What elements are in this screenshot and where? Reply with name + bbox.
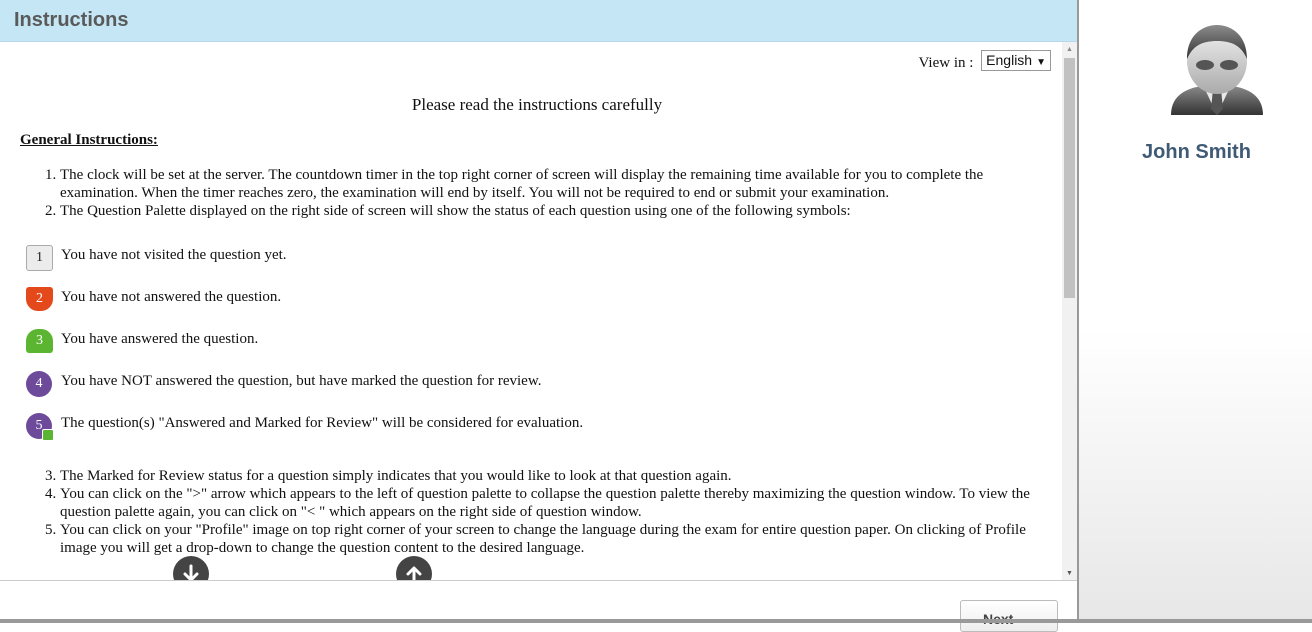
legend-number: 5 (35, 418, 43, 433)
avatar[interactable] (1165, 19, 1269, 123)
answered-badge-icon (42, 429, 54, 441)
header-title: Instructions (14, 9, 129, 31)
instruction-item: 2. The Question Palette displayed on the right side of screen will show the status of each question using one of the following symbols: (60, 202, 1050, 220)
general-instructions-heading: General Instructions: (20, 132, 158, 148)
profile-panel (1077, 0, 1312, 623)
content-scrollbar[interactable] (1062, 42, 1077, 580)
instruction-item: 3. The Marked for Review status for a question simply indicates that you would like to look at that question again. (60, 467, 1050, 485)
instructions-list-b (60, 467, 1050, 557)
answered-icon: 3 (26, 329, 53, 353)
instructions-content (0, 42, 1062, 580)
language-selected: English (986, 52, 1033, 68)
marked-for-review-icon: 4 (26, 371, 52, 397)
instructions-footer (0, 580, 1077, 624)
legend-text: You have NOT answered the question, but have marked the question for review. (61, 373, 542, 389)
instructions-list-a (60, 166, 1050, 220)
user-avatar-icon (1165, 19, 1269, 123)
legend-text: You have not answered the question. (61, 289, 282, 305)
view-in-label: View in : (918, 55, 974, 71)
scrollbar-down-arrow-icon[interactable]: ▼ (1066, 569, 1073, 577)
legend-text: You have answered the question. (61, 331, 259, 347)
scrollbar-up-arrow-icon[interactable]: ▲ (1066, 45, 1073, 53)
instruction-item: 1. The clock will be set at the server. The countdown timer in the top right corner of screen will display the remaining time available for you to complete the examination. When the timer reaches zero, the examination will end by itself. You will not be required to end or submit your examination. (60, 166, 1050, 202)
instructions-header (0, 0, 1077, 42)
language-select[interactable] (981, 50, 1051, 71)
scrollbar-thumb[interactable] (1064, 58, 1075, 298)
instruction-item: 5. You can click on your "Profile" image on top right corner of your screen to change the language during the exam for entire question paper. On clicking of Profile image you will get a drop-down to change the question content to the desired language. (60, 521, 1050, 557)
answered-marked-icon (26, 413, 52, 439)
instruction-item: 4. You can click on the ">" arrow which appears to the left of question palette to collapse the question palette thereby maximizing the question window. To view the question palette again, you can click on "< " which appears on the right side of question window. (60, 485, 1050, 521)
legend-text: The question(s) "Answered and Marked for Review" will be considered for evaluation. (61, 415, 584, 431)
not-visited-icon: 1 (26, 245, 53, 271)
view-in (918, 50, 1051, 71)
next-button[interactable] (960, 600, 1058, 632)
legend-text: You have not visited the question yet. (61, 247, 287, 263)
user-name: John Smith (1142, 141, 1251, 163)
dropdown-arrow-icon: ▼ (1036, 57, 1046, 68)
not-answered-icon: 2 (26, 287, 53, 311)
bottom-strip (0, 619, 1312, 623)
read-instructions-heading: Please read the instructions carefully (411, 95, 663, 114)
